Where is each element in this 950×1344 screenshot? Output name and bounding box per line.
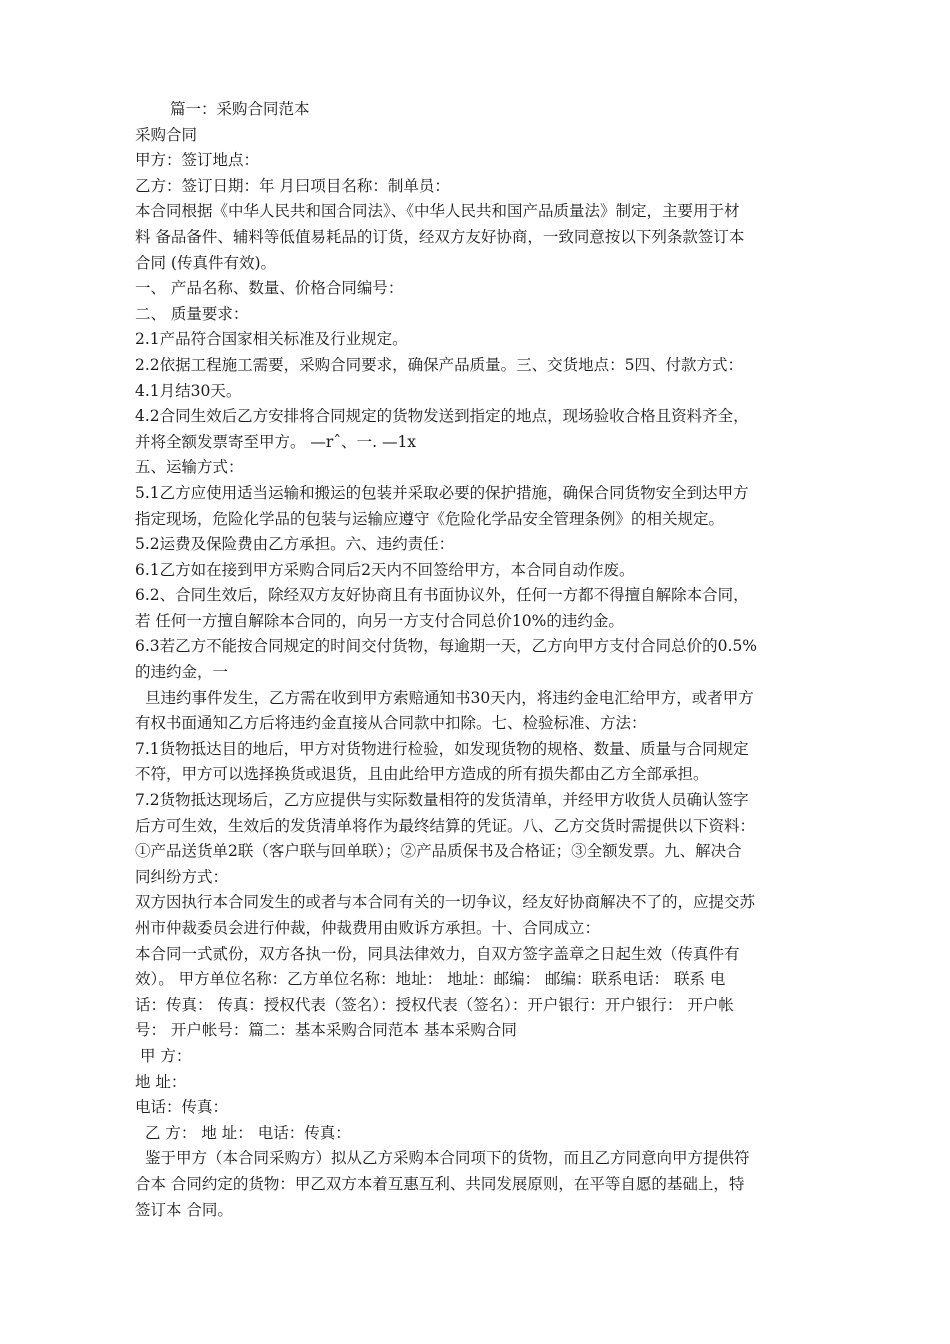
text-line: 州市仲裁委员会进行仲裁，仲裁费用由败诉方承担。十、合同成立：	[135, 919, 601, 937]
text-line: 本合同根据《中华人民共和国合同法》、《中华人民共和国产品质量法》制定，主要用于材	[135, 202, 740, 221]
text-line: 乙方：签订日期：年 月曰项目名称：制单员：	[135, 176, 450, 195]
text-line: 4.1月结30天。	[135, 381, 242, 400]
text-line: 2.1产品符合国家相关标准及行业规定。	[135, 330, 408, 349]
text-line: 甲 方：	[140, 1046, 192, 1065]
text-line: 指定现场，危险化学品的包装与运输应遵守《危险化学品安全管理条例》的相关规定。	[135, 509, 725, 528]
text-line: 话：传真： 传真：授权代表（签名）：授权代表（签名）：开户银行：开户银行： 开户帐	[135, 995, 734, 1014]
text-line: 并将全额发票寄至甲方。 —rˆ、一. —1x	[135, 432, 417, 451]
text-line: 合同 (传真件有效)。	[135, 253, 277, 272]
text-line: ①产品送货单2联（客户联与回单联）；②产品质保书及合格证；③全额发票。九、解决合	[135, 842, 742, 861]
text-line: 7.2货物抵达现场后，乙方应提供与实际数量相符的发货清单，并经甲方收货人员确认签字	[135, 791, 749, 810]
text-line: 2.2依据工程施工需要，采购合同要求，确保产品质量。三、交货地点：5四、付款方式：	[135, 355, 744, 374]
text-line: 同纠纷方式：	[135, 867, 229, 886]
text-line: 甲方：签订地点：	[135, 151, 260, 170]
text-line: 的违约金，一	[135, 663, 229, 682]
text-line: 鉴于甲方（本合同采购方）拟从乙方采购本合同项下的货物，而且乙方同意向甲方提供符	[145, 1149, 750, 1168]
text-line: 一、 产品名称、数量、价格合同编号：	[135, 279, 404, 298]
text-line: 后方可生效，生效后的发货清单将作为最终结算的凭证。八、乙方交货时需提供以下资料：	[135, 816, 756, 835]
text-line: 旦违约事件发生，乙方需在收到甲方索赔通知书30天内，将违约金电汇给甲方，或者甲方	[145, 688, 754, 707]
document-body	[135, 97, 827, 1223]
text-line: 若 任何一方擅自解除本合同的，向另一方支付合同总价10%的违约金。	[135, 611, 624, 630]
text-line: 地 址：	[135, 1072, 187, 1091]
text-line: 6.3若乙方不能按合同规定的时间交付货物，每逾期一天，乙方向甲方支付合同总价的0.5%	[135, 637, 758, 656]
section-title: 篇一：采购合同范本	[170, 100, 310, 118]
text-line: 7.1货物抵达目的地后，甲方对货物进行检验，如发现货物的规格、数量、质量与合同规定	[135, 739, 749, 758]
text-line: 不符，甲方可以选择换货或退货，且由此给甲方造成的所有损失都由乙方全部承担。	[135, 765, 709, 784]
text-line: 料 备品备件、辅料等低值易耗品的订货，经双方友好协商，一致同意按以下列条款签订本	[135, 227, 745, 246]
text-line: 有权书面通知乙方后将违约金直接从合同款中扣除。七、检验标准、方法：	[135, 714, 647, 733]
contract-title: 采购合同	[135, 125, 198, 144]
text-line: 二、 质量要求：	[135, 304, 249, 323]
text-line: 5.1乙方应使用适当运输和搬运的包装并采取必要的保护措施，确保合同货物安全到达甲方	[135, 483, 749, 502]
text-line: 五、运输方式：	[135, 458, 244, 477]
text-line: 本合同一式贰份，双方各执一份，同具法律效力，自双方签字盖章之日起生效（传真件有	[135, 944, 740, 963]
text-line: 号： 开户帐号：篇二：基本采购合同范本 基本采购合同	[135, 1021, 517, 1040]
text-line: 双方因执行本合同发生的或者与本合同有关的一切争议，经友好协商解决不了的，应提交苏	[135, 893, 756, 912]
text-line: 电话：传真：	[135, 1098, 229, 1117]
text-line: 6.1乙方如在接到甲方采购合同后2天内不回签给甲方，本合同自动作废。	[135, 560, 635, 579]
text-line: 签订本 合同。	[135, 1200, 233, 1219]
text-line: 乙 方： 地 址： 电话：传真：	[145, 1123, 351, 1142]
text-line: 6.2、合同生效后，除经双方友好协商且有书面协议外，任何一方都不得擅自解除本合同，	[135, 586, 749, 605]
text-line: 合本 合同约定的货物：甲乙双方本着互惠互利、共同发展原则，在平等自愿的基础上，特	[135, 1174, 745, 1193]
text-line: 4.2合同生效后乙方安排将合同规定的货物发送到指定的地点，现场验收合格且资料齐全，	[135, 407, 749, 426]
text-line: 效）。 甲方单位名称：乙方单位名称：地址： 地址：邮编： 邮编：联系电话： 联系 电	[135, 970, 726, 989]
text-line: 5.2运费及保险费由乙方承担。六、违约责任：	[135, 535, 455, 554]
